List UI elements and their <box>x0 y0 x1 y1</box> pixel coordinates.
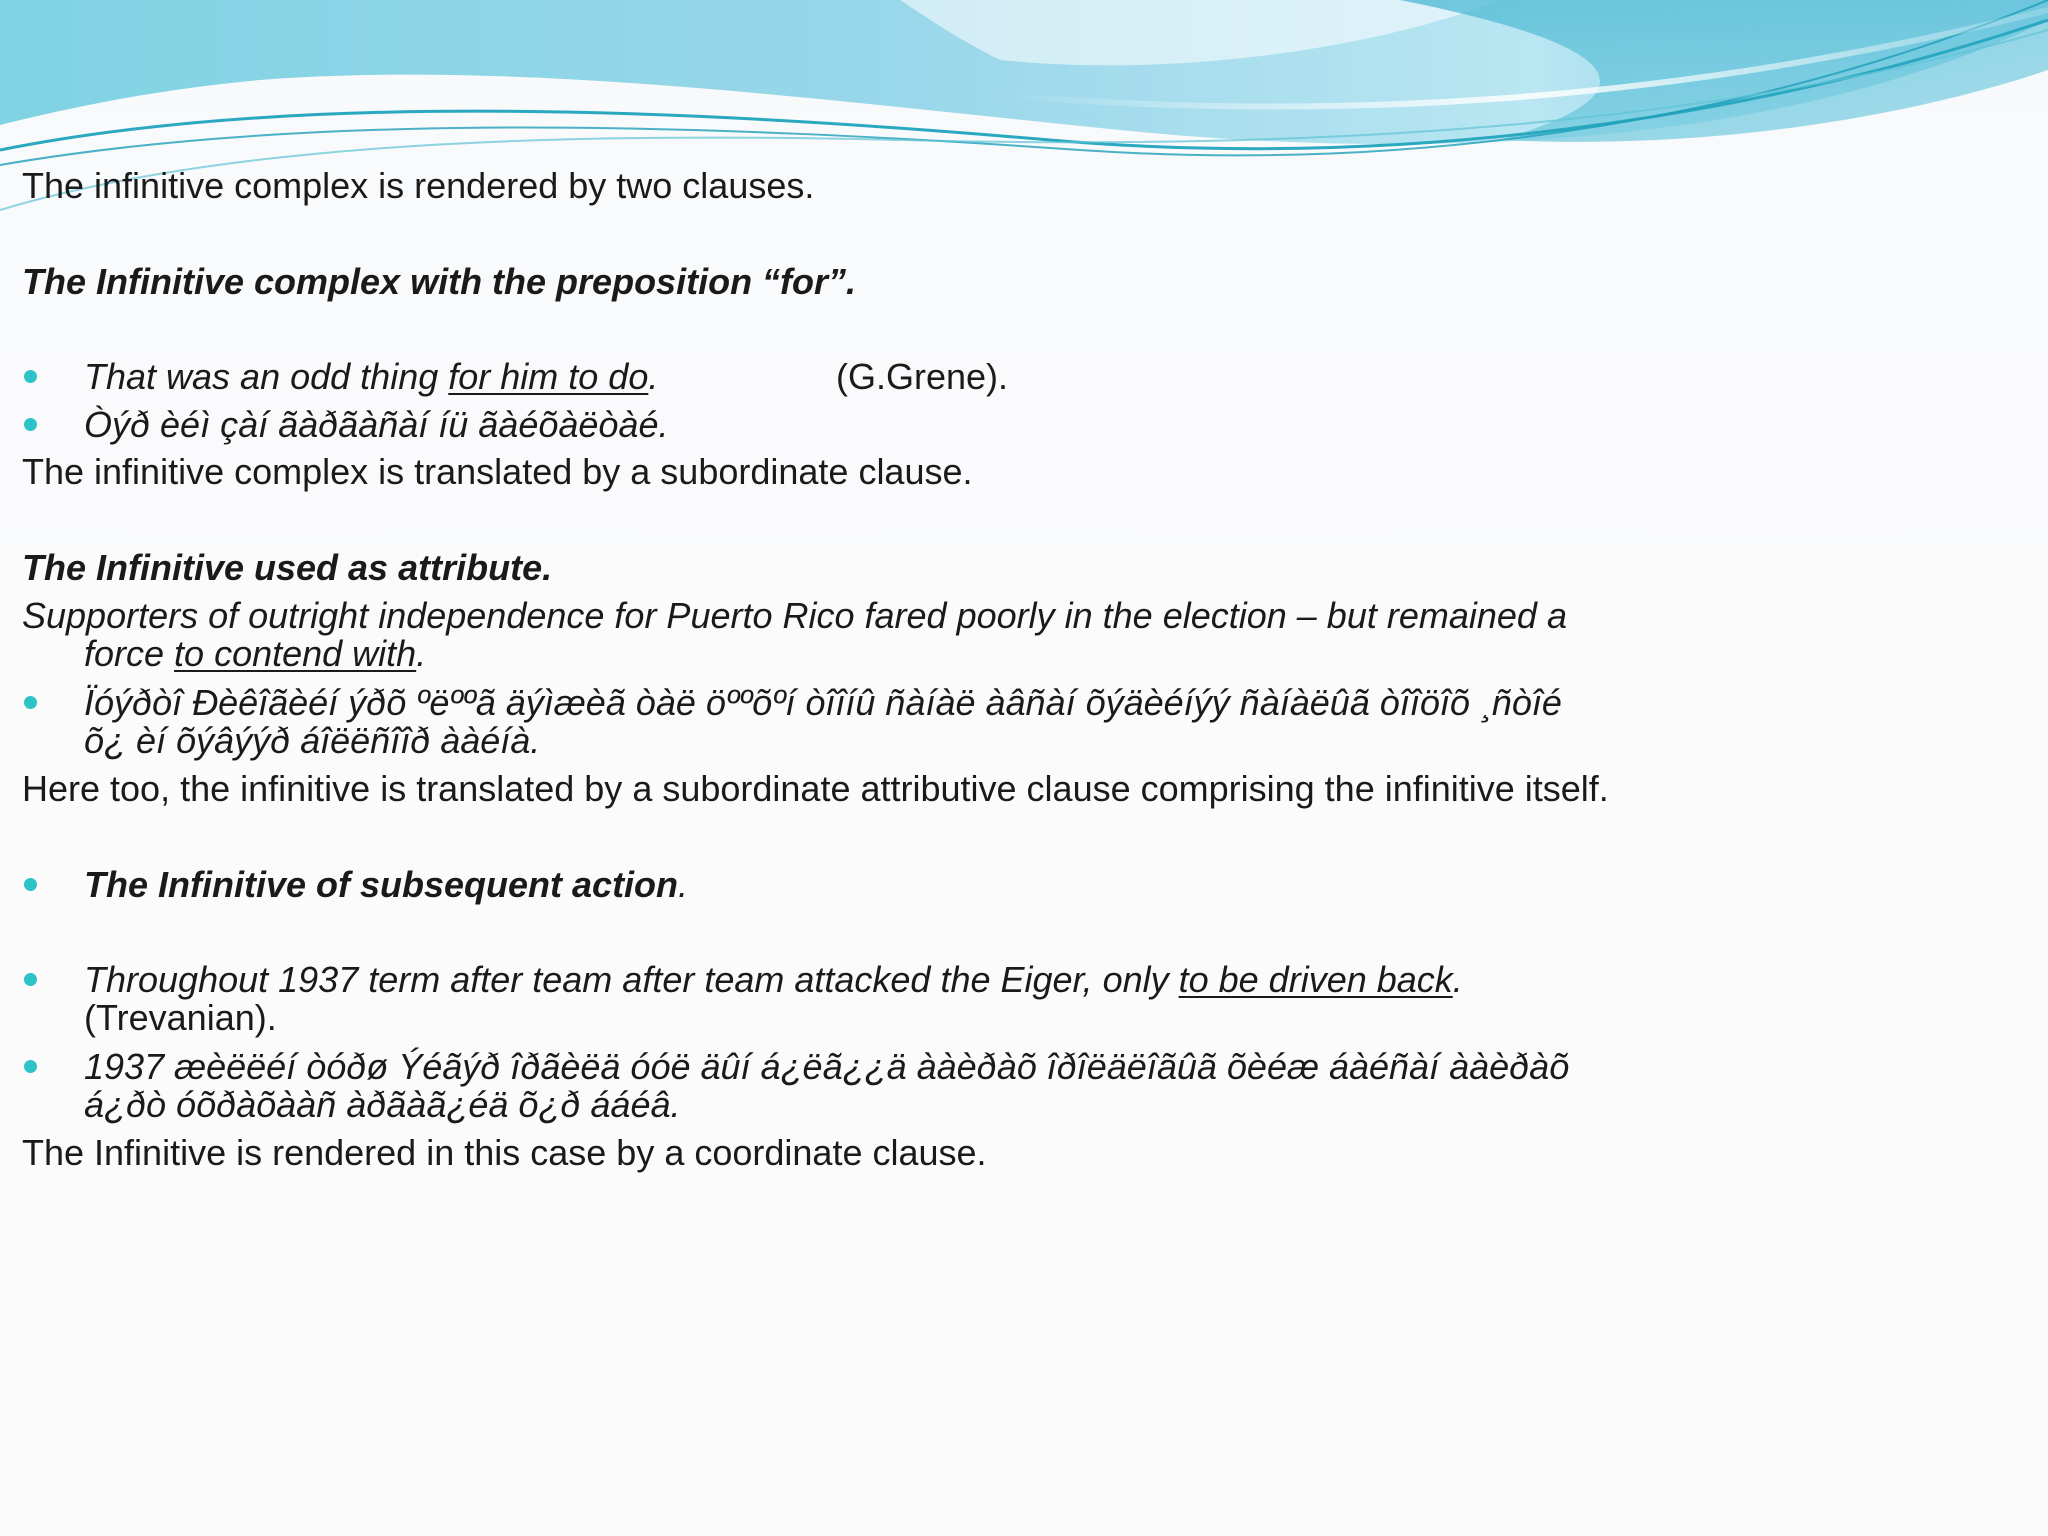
note-for: The infinitive complex is translated by a subordinate clause. <box>22 451 973 492</box>
example-attribute-pre: force <box>84 633 175 674</box>
example-for-source: (G.Grene). <box>836 356 1009 397</box>
translation-subsequent-line2: á¿ðò óõðàõààñ àðãàã¿éä õ¿ð ááéâ. <box>84 1084 681 1125</box>
example-subsequent-underlined: to be driven back <box>1178 959 1453 1000</box>
example-subsequent-pre: Throughout 1937 term after team after team attacked the Eiger, only <box>84 959 1179 1000</box>
example-for <box>84 357 658 397</box>
example-subsequent-line1 <box>84 960 1463 1000</box>
example-attribute-line1: Supporters of outright independence for Puerto Rico fared poorly in the election – but remained a <box>22 595 1567 636</box>
heading-infinitive-attribute: The Infinitive used as attribute. <box>22 547 553 588</box>
example-subsequent-post: . <box>1452 959 1463 1000</box>
translation-subsequent-line1: 1937 æèëëéí òóðø Ýéãýð îðãèëä óóë äûí á¿ëã¿¿ä ààèðàõ îðîëäëîãûã õèéæ áàéñàí ààèðàõ <box>84 1046 1570 1087</box>
heading-infinitive-for: The Infinitive complex with the preposition “for”. <box>22 261 857 302</box>
translation-attribute-line1: Ïóýðòî Ðèêîãèéí ýðõ ºëººã äýìæèã òàë öººõºí òîîíû ñàíàë àâñàí õýäèéíýý ñàíàëûã òîîöîõ ¸ñòîé <box>84 682 1562 723</box>
example-for-pre: That was an odd thing <box>84 356 449 397</box>
note-attribute: Here too, the infinitive is translated by a subordinate attributive clause comprising the infinitive itself. <box>22 768 1609 809</box>
translation-for: Òýð èéì çàí ãàðãàñàí íü ãàéõàëòàé. <box>84 404 669 445</box>
note-subsequent: The Infinitive is rendered in this case by a coordinate clause. <box>22 1132 987 1173</box>
heading-infinitive-subsequent <box>84 865 688 905</box>
bullet-icon <box>24 696 37 709</box>
bullet-icon <box>24 973 37 986</box>
example-for-underlined: for him to do <box>448 356 649 397</box>
example-for-post: . <box>648 356 659 397</box>
intro-text: The infinitive complex is rendered by two clauses. <box>22 165 815 206</box>
example-attribute-line2 <box>84 634 426 674</box>
heading-subsequent-period: . <box>678 864 689 905</box>
bullet-icon <box>24 370 37 383</box>
bullet-icon <box>24 1060 37 1073</box>
heading-subsequent-text: The Infinitive of subsequent action <box>84 864 679 905</box>
example-attribute-underlined: to contend with <box>174 633 417 674</box>
example-attribute-post: . <box>416 633 427 674</box>
bullet-icon <box>24 418 37 431</box>
example-subsequent-source: (Trevanian). <box>84 997 277 1038</box>
bullet-icon <box>24 878 37 891</box>
translation-attribute-line2: õ¿ èí õýâýýð áîëëñîîð ààéíà. <box>84 720 541 761</box>
